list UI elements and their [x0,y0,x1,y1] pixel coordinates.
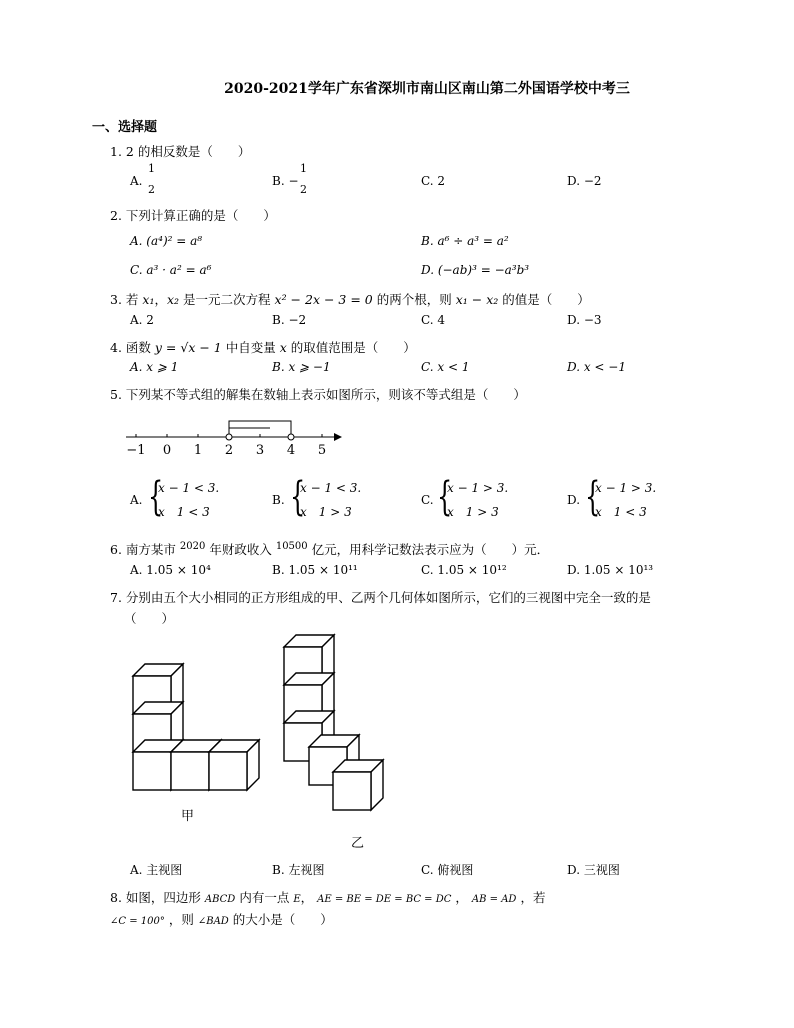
q5-option-b-label: B. [272,493,285,507]
q5-option-a-label: A. [130,493,143,507]
number-line-tick-label: 2 [224,443,234,458]
page-title: 2020-2021学年广东省深圳市南山区南山第二外国语学校中考三 [224,81,630,97]
q8-e: E [293,894,301,905]
q4-option-c: C. x < 1 [421,360,470,374]
q8-eq1: AE = BE = DE = BC = DC [317,894,452,905]
q5-option-d-line2: x 1 < 3 [595,505,647,519]
q5-option-d-brace: { [585,474,601,520]
question-2-stem: 2. 下列计算正确的是（ ） [110,208,276,223]
q3-x1: x₁ [142,292,155,307]
q5-option-a-line1: x − 1 < 3. [158,481,220,495]
q8-stem-a: 8. 如图，四边形 [110,890,201,905]
solid-yi [284,635,383,810]
q5-option-d-line1: x − 1 > 3. [595,481,657,495]
question-7-stem: 7. 分别由五个大小相同的正方形组成的甲、乙两个几何体如图所示，它们的三视图中完全一致的是 [110,590,651,605]
q3-option-d: D. −3 [567,313,602,327]
q8-stem-b: 内有一点 [239,890,290,905]
q1-option-d: D. −2 [567,174,602,188]
section-heading: 一、选择题 [92,120,158,135]
q6-stem-b: 年财政收入 [209,542,272,557]
open-point-2 [226,434,232,440]
q7-option-b: B. 左视图 [272,863,325,877]
q3-option-a: A. 2 [130,313,154,327]
q5-option-b-line2: x 1 > 3 [300,505,352,519]
q4-option-d: D. x < −1 [567,360,626,374]
number-line-tick-label: 4 [286,443,296,458]
q5-option-b-line1: x − 1 < 3. [300,481,362,495]
q8-stem-e: 的大小是（ ） [232,912,333,927]
q3-option-b: B. −2 [272,313,307,327]
q6-amount: 10500 [275,541,308,552]
solid-jia [133,664,259,790]
q5-option-d-label: D. [567,493,581,507]
number-line-tick-label: 5 [317,443,327,458]
q6-stem-a: 6. 南方某市 [110,542,176,557]
q6-stem-c: 亿元，用科学记数法表示应为（ ）元． [311,542,550,557]
q6-option-b: B. 1.05 × 10¹¹ [272,563,358,577]
q1-option-a-label: A. [130,174,143,188]
q4-variable: x [279,340,287,355]
q1-option-b-numerator: 1 [300,162,307,175]
q4-option-a: A. x ⩾ 1 [130,360,179,374]
q5-option-c-brace: { [437,474,453,520]
question-5-stem: 5. 下列某不等式组的解集在数轴上表示如图所示，则该不等式组是（ ） [110,387,526,402]
q1-option-b-label: B. − [272,174,299,188]
q8-stem-d: ，则 [168,912,194,927]
q3-option-c: C. 4 [421,313,446,327]
q4-option-b: B. x ⩾ −1 [272,360,331,374]
number-line-figure [120,408,360,460]
q3-stem-end: 的值是（ ） [502,292,590,307]
q2-option-d: D. (−ab)³ = −a³b³ [421,263,530,277]
q5-option-a-line2: x 1 < 3 [158,505,210,519]
q5-option-a-brace: { [148,474,164,520]
q8-comma: ， [300,890,314,905]
q8-comma2: ， [455,890,468,905]
open-point-4 [288,434,294,440]
q3-comma: ， [154,292,167,307]
q4-stem-pre: 4. 函数 [110,340,151,355]
question-1-stem: 1. 2 的相反数是（ ） [110,144,251,159]
label-jia: 甲 [181,809,195,824]
q1-option-a-numerator: 1 [148,162,155,175]
number-line-tick-label: −1 [126,443,146,458]
q3-stem-pre: 3. 若 [110,292,139,307]
q6-option-a: A. 1.05 × 10⁴ [130,563,211,577]
q8-abcd: ABCD [204,894,236,905]
q3-x2: x₂ [166,292,180,307]
q1-option-c: C. 2 [421,174,446,188]
q1-option-a-denominator: 2 [148,183,155,196]
number-line-arrow [334,433,342,441]
solids-figure [125,630,395,855]
q6-option-c: C. 1.05 × 10¹² [421,563,507,577]
number-line-tick-label: 1 [193,443,203,458]
q3-expression: x₁ − x₂ [455,292,499,307]
q4-stem-post: 中自变量 [225,340,276,355]
q2-option-c: C. a³ · a² = a⁶ [130,263,212,277]
q6-option-d: D. 1.05 × 10¹³ [567,563,654,577]
q5-option-c-line1: x − 1 > 3. [447,481,509,495]
q3-equation: x² − 2x − 3 = 0 [274,292,373,307]
q5-option-c-line2: x 1 > 3 [447,505,499,519]
q7-option-c: C. 俯视图 [421,863,474,877]
q2-option-b: B. a⁶ ÷ a³ = a² [421,234,509,248]
q3-stem-post: 的两个根，则 [376,292,452,307]
q2-option-a: A. (a⁴)² = a⁸ [130,234,203,248]
number-line-tick-label: 0 [162,443,172,458]
label-yi: 乙 [351,836,365,851]
q5-option-c-label: C. [421,493,434,507]
q1-option-b-denominator: 2 [300,183,307,196]
q3-stem-mid: 是一元二次方程 [183,292,271,307]
question-7-stem-cont: （ ） [124,611,175,626]
q6-year: 2020 [179,541,206,552]
q5-option-b-brace: { [290,474,306,520]
q8-angle-bad: ∠BAD [197,916,229,927]
q8-eq2: AB = AD [471,894,517,905]
q8-angle-c: ∠C = 100° [110,916,165,927]
number-line-tick-label: 3 [255,443,265,458]
q7-option-a: A. 主视图 [130,863,183,877]
solution-bracket-left [229,428,270,430]
q7-option-d: D. 三视图 [567,863,620,877]
q8-stem-c: ，若 [520,890,546,905]
q4-function: y = √x − 1 [154,340,222,355]
q4-stem-end: 的取值范围是（ ） [290,340,416,355]
